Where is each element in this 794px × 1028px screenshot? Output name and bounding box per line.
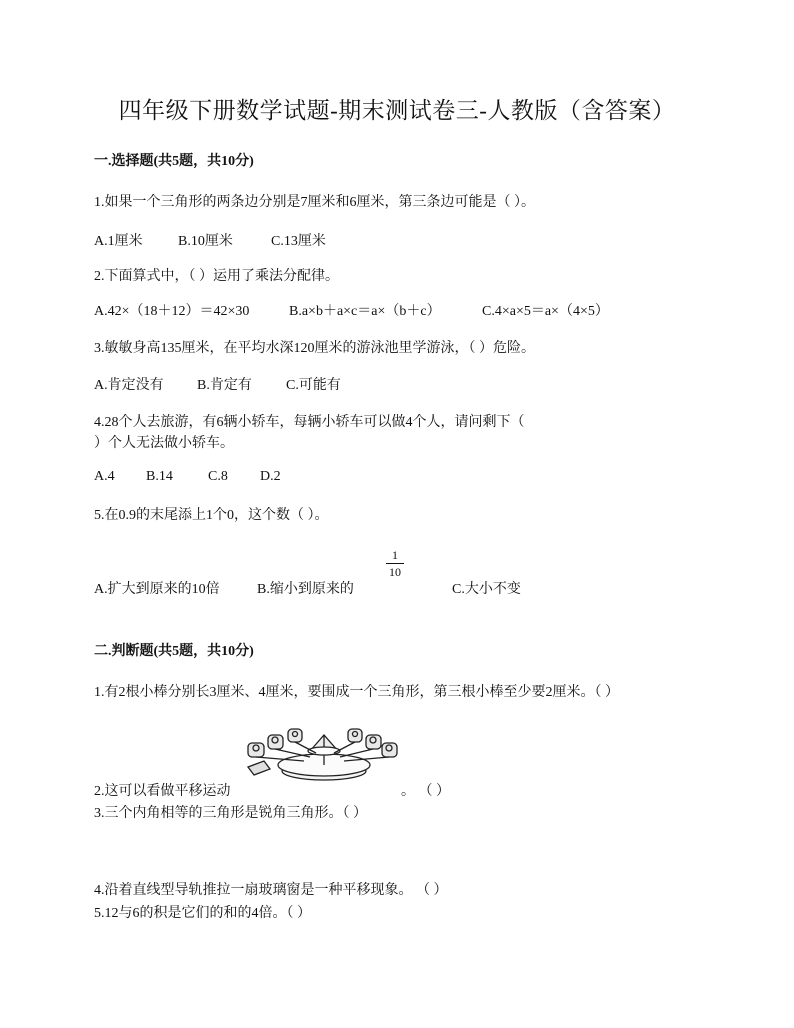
option-4d: D.2	[260, 469, 281, 484]
choice-question-3: 3.敏敏身高135厘米，在平均水深120厘米的游泳池里学游泳，（ ）危险。	[94, 341, 535, 356]
section-heading-judgment: 二.判断题(共5题，共10分)	[94, 644, 254, 659]
option-2b: B.a×b＋a×c＝a×（b＋c）	[289, 304, 441, 319]
option-3a: A.肯定没有	[94, 378, 164, 393]
fraction-bar	[386, 563, 404, 564]
option-4a: A.4	[94, 469, 115, 484]
choice-question-1: 1.如果一个三角形的两条边分别是7厘米和6厘米，第三条边可能是（ ）。	[94, 195, 535, 210]
choice-question-4: 4.28个人去旅游，有6辆小轿车，每辆小轿车可以做4个人，请问剩下（	[94, 415, 525, 430]
section-heading-choice: 一.选择题(共5题，共10分)	[94, 154, 254, 169]
option-3c: C.可能有	[286, 378, 341, 393]
judgment-question-3: 3.三个内角相等的三角形是锐角三角形。（ ）	[94, 806, 367, 821]
judgment-question-1: 1.有2根小棒分别长3厘米、4厘米，要围成一个三角形，第三根小棒至少要2厘米。（ ）	[94, 685, 619, 700]
page-title: 四年级下册数学试题-期末测试卷三-人教版（含答案）	[118, 98, 676, 123]
option-1a: A.1厘米	[94, 234, 143, 249]
choice-question-4-cont: ）个人无法做小轿车。	[94, 436, 234, 451]
option-1c: C.13厘米	[271, 234, 326, 249]
option-4c: C.8	[208, 469, 228, 484]
option-2a: A.42×（18＋12）＝42×30	[94, 304, 250, 319]
option-5b: B.缩小到原来的	[257, 582, 354, 597]
fraction-numerator: 1	[392, 548, 398, 562]
option-5c: C.大小不变	[452, 582, 521, 597]
option-1b: B.10厘米	[178, 234, 233, 249]
option-5a: A.扩大到原来的10倍	[94, 582, 220, 597]
judgment-question-2: 2.这可以看做平移运动	[94, 784, 231, 799]
choice-question-5: 5.在0.9的末尾添上1个0，这个数（ ）。	[94, 508, 329, 523]
option-3b: B.肯定有	[197, 378, 252, 393]
judgment-question-2-suffix: 。 （ ）	[401, 784, 450, 799]
judgment-question-5: 5.12与6的积是它们的和的4倍。（ ）	[94, 906, 311, 921]
option-4b: B.14	[146, 469, 173, 484]
fraction-denominator: 10	[389, 565, 401, 579]
choice-question-2: 2.下面算式中，（ ）运用了乘法分配律。	[94, 269, 339, 284]
fraction-one-tenth	[384, 548, 406, 579]
carousel-illustration	[244, 721, 400, 787]
judgment-question-4: 4.沿着直线型导轨推拉一扇玻璃窗是一种平移现象。 （ ）	[94, 883, 448, 898]
option-2c: C.4×a×5＝a×（4×5）	[482, 304, 609, 319]
